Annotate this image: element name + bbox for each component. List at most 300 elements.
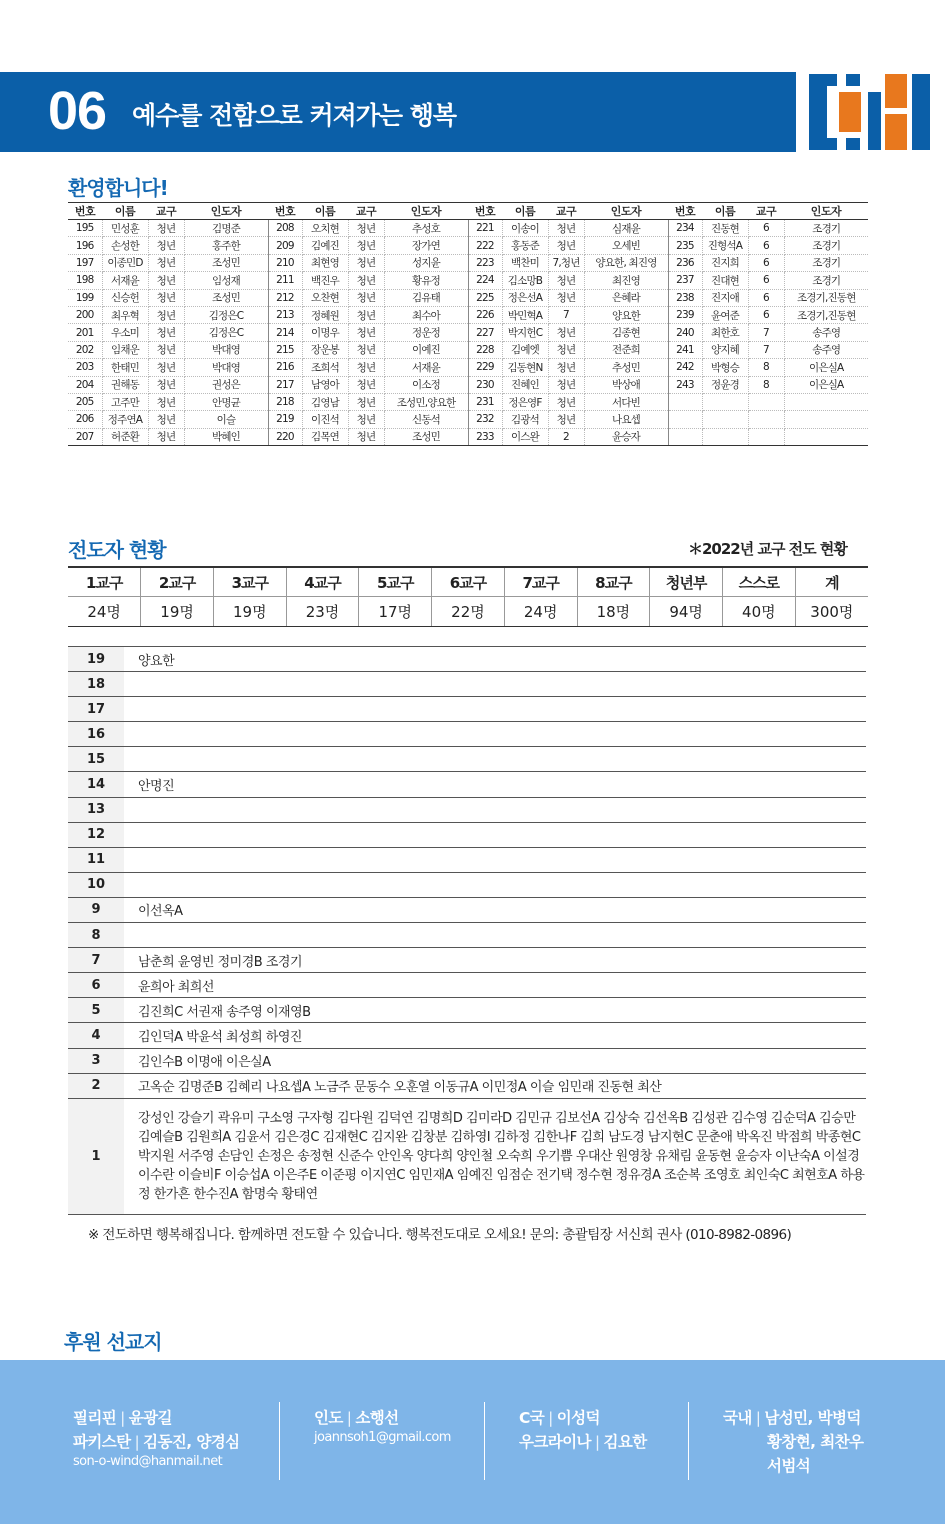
welcome-cell: 청년 xyxy=(148,428,184,445)
welcome-cell: 성지윤 xyxy=(384,254,468,271)
ranking-row xyxy=(68,747,866,772)
rank-number: 14 xyxy=(68,772,124,797)
welcome-cell: 240 xyxy=(668,324,702,341)
welcome-cell: 청년 xyxy=(148,376,184,393)
mission-col-1: 필리핀 | 윤광길 파키스탄 | 김동진, 양경심 son-o-wind@hanmail.net xyxy=(73,1409,240,1469)
welcome-cell: 조경기,진동현 xyxy=(784,289,868,306)
welcome-cell: 우소미 xyxy=(102,324,148,341)
ranking-row xyxy=(68,973,866,998)
district-count: 18명 xyxy=(577,597,650,627)
rank-names: 김인덕A 박윤석 최성희 하영진 xyxy=(124,1023,866,1048)
welcome-cell: 김예진 xyxy=(302,237,348,254)
welcome-cell: 이종민D xyxy=(102,254,148,271)
welcome-cell: 김정은C xyxy=(184,306,268,323)
welcome-cell: 김영남 xyxy=(302,393,348,410)
welcome-cell: 청년 xyxy=(148,341,184,358)
welcome-cell: 청년 xyxy=(148,324,184,341)
welcome-cell: 조경기 xyxy=(784,220,868,237)
country: 필리핀 xyxy=(73,1409,117,1427)
welcome-cell: 228 xyxy=(468,341,502,358)
ranking-row xyxy=(68,672,866,697)
welcome-cell: 정혜원 xyxy=(302,306,348,323)
welcome-cell: 청년 xyxy=(148,289,184,306)
rank-names: 김인수B 이명애 이은실A xyxy=(124,1048,866,1073)
rank-names: 양요한 xyxy=(124,647,866,672)
welcome-cell: 황유정 xyxy=(384,272,468,289)
rank-names: 강성인 강슬기 곽유미 구소영 구자형 김다원 김덕연 김명희D 김미라D 김민규 김보선A 김상숙 김선옥B 김성관 김수영 김순덕A 김승만 김예슬B 김원희A 김윤서 김은경C 김재현C 김지완 김창분 김하영I 김하정 김한나F 김희 남도경 남지현C 문춘애 박옥진 박점희 박종현C 박지원 서주영 손담인 손정은 송정현 신준수 안인옥 양다희 양인철 오숙희 우기쁨 우대산 원영창 유채림 윤동현 윤승자 이난숙A 이설경 이수란 이슬비F 이승섭A 이은주E 이준평 이지연C 임민재A 임예진 임점순 전기택 정수현 정유경A 조순복 조영호 최인숙C 최현호A 하용정 한가흔 한수진A 함명숙 황태연 xyxy=(124,1098,866,1214)
welcome-cell: 진동현 xyxy=(702,220,748,237)
district-count: 17명 xyxy=(359,597,432,627)
welcome-cell: 추성호 xyxy=(384,220,468,237)
welcome-cell: 청년 xyxy=(348,376,384,393)
rank-number: 2 xyxy=(68,1073,124,1098)
welcome-cell: 229 xyxy=(468,359,502,376)
rank-number: 7 xyxy=(68,948,124,973)
district-header: 스스로 xyxy=(722,567,795,597)
rank-number: 15 xyxy=(68,747,124,772)
evangelist-ranking-table xyxy=(68,646,866,1215)
welcome-cell: 나요셉 xyxy=(584,411,668,428)
church-logo xyxy=(796,72,945,152)
welcome-cell: 202 xyxy=(68,341,102,358)
welcome-cell: 7 xyxy=(748,341,784,358)
welcome-cell: 진형석A xyxy=(702,237,748,254)
welcome-cell: 220 xyxy=(268,428,302,445)
welcome-cell: 오세빈 xyxy=(584,237,668,254)
rank-names xyxy=(124,923,866,948)
welcome-cell: 박상애 xyxy=(584,376,668,393)
rank-number: 19 xyxy=(68,647,124,672)
welcome-cell: 허준환 xyxy=(102,428,148,445)
welcome-cell: 청년 xyxy=(548,341,584,358)
table-row xyxy=(68,254,868,271)
welcome-cell: 222 xyxy=(468,237,502,254)
welcome-cell: 조경기 xyxy=(784,254,868,271)
welcome-cell: 권성은 xyxy=(184,376,268,393)
welcome-cell: 청년 xyxy=(148,393,184,410)
welcome-cell: 이명우 xyxy=(302,324,348,341)
rank-number: 8 xyxy=(68,923,124,948)
welcome-cell: 195 xyxy=(68,220,102,237)
welcome-cell: 200 xyxy=(68,306,102,323)
ranking-row xyxy=(68,697,866,722)
ranking-row xyxy=(68,1048,866,1073)
missions-panel xyxy=(0,1360,945,1524)
welcome-header-cell: 교구 xyxy=(148,203,184,220)
welcome-header-cell: 이름 xyxy=(102,203,148,220)
welcome-cell: 청년 xyxy=(148,254,184,271)
welcome-cell: 청년 xyxy=(148,411,184,428)
welcome-cell: 조희석 xyxy=(302,359,348,376)
rank-number: 12 xyxy=(68,822,124,847)
table-row xyxy=(68,428,868,445)
welcome-cell: 청년 xyxy=(348,220,384,237)
welcome-header-cell: 교구 xyxy=(548,203,584,220)
welcome-cell: 최한호 xyxy=(702,324,748,341)
table-row xyxy=(68,306,868,323)
welcome-header-cell: 교구 xyxy=(748,203,784,220)
welcome-cell: 청년 xyxy=(548,359,584,376)
rank-number: 3 xyxy=(68,1048,124,1073)
welcome-cell: 김동현N xyxy=(502,359,548,376)
welcome-cell: 청년 xyxy=(348,393,384,410)
welcome-cell: 209 xyxy=(268,237,302,254)
welcome-cell: 진지희 xyxy=(702,254,748,271)
welcome-cell: 211 xyxy=(268,272,302,289)
country: 파키스탄 xyxy=(73,1433,131,1451)
email: son-o-wind@hanmail.net xyxy=(73,1454,223,1469)
district-count: 40명 xyxy=(722,597,795,627)
ranking-row xyxy=(68,822,866,847)
rank-number: 5 xyxy=(68,998,124,1023)
ranking-row xyxy=(68,998,866,1023)
rank-names xyxy=(124,847,866,872)
welcome-cell: 230 xyxy=(468,376,502,393)
welcome-cell: 청년 xyxy=(548,272,584,289)
welcome-cell: 219 xyxy=(268,411,302,428)
welcome-cell: 청년 xyxy=(348,341,384,358)
rank-names xyxy=(124,822,866,847)
district-count: 23명 xyxy=(286,597,359,627)
missionary: 김요한 xyxy=(603,1433,647,1451)
missionary: 남성민, 박병덕 xyxy=(764,1409,861,1427)
welcome-cell: 205 xyxy=(68,393,102,410)
welcome-cell: 이소정 xyxy=(384,376,468,393)
footnote: ※ 전도하면 행복해집니다. 함께하면 전도할 수 있습니다. 행복전도대로 오세요! 문의: 총괄팀장 서신희 권사 (010-8982-0896) xyxy=(88,1227,792,1243)
district-count: 24명 xyxy=(68,597,141,627)
ranking-row xyxy=(68,722,866,747)
rank-names xyxy=(124,872,866,897)
rank-number: 1 xyxy=(68,1098,124,1214)
rank-number: 13 xyxy=(68,797,124,822)
welcome-cell: 임성재 xyxy=(184,272,268,289)
missionary: 소행선 xyxy=(355,1409,399,1427)
welcome-cell: 윤승자 xyxy=(584,428,668,445)
welcome-cell: 조경기,진동현 xyxy=(784,306,868,323)
welcome-cell: 백찬미 xyxy=(502,254,548,271)
welcome-cell: 최수아 xyxy=(384,306,468,323)
country: 우크라이나 xyxy=(519,1433,591,1451)
welcome-cell: 241 xyxy=(668,341,702,358)
welcome-cell: 210 xyxy=(268,254,302,271)
table-row xyxy=(68,324,868,341)
rank-number: 17 xyxy=(68,697,124,722)
ranking-row xyxy=(68,872,866,897)
district-header: 6교구 xyxy=(432,567,505,597)
ranking-row xyxy=(68,897,866,922)
welcome-cell: 청년 xyxy=(348,272,384,289)
rank-number: 11 xyxy=(68,847,124,872)
missionary: 김동진, 양경심 xyxy=(143,1433,240,1451)
welcome-cell: 이은실A xyxy=(784,359,868,376)
welcome-cell: 백진우 xyxy=(302,272,348,289)
welcome-cell xyxy=(748,393,784,410)
welcome-cell: 청년 xyxy=(348,428,384,445)
welcome-cell: 204 xyxy=(68,376,102,393)
welcome-cell: 206 xyxy=(68,411,102,428)
table-row xyxy=(68,341,868,358)
welcome-cell: 조경기 xyxy=(784,237,868,254)
rank-names: 고옥순 김명준B 김혜리 나요셉A 노금주 문동수 오훈열 이동규A 이민정A 이슬 임민래 진동현 최산 xyxy=(124,1073,866,1098)
missionary: 서범석 xyxy=(767,1457,811,1475)
welcome-cell: 221 xyxy=(468,220,502,237)
district-count: 24명 xyxy=(504,597,577,627)
welcome-cell: 이예진 xyxy=(384,341,468,358)
welcome-cell: 청년 xyxy=(348,411,384,428)
welcome-cell: 215 xyxy=(268,341,302,358)
welcome-cell: 6 xyxy=(748,220,784,237)
welcome-header-cell: 이름 xyxy=(302,203,348,220)
missionary: 윤광길 xyxy=(128,1409,172,1427)
rank-names: 윤희아 최희선 xyxy=(124,973,866,998)
ranking-row xyxy=(68,1023,866,1048)
welcome-cell: 224 xyxy=(468,272,502,289)
welcome-cell: 이진석 xyxy=(302,411,348,428)
welcome-cell: 청년 xyxy=(148,237,184,254)
mission-col-4: 국내 | 남성민, 박병덕 황창현, 최찬우 서범석 xyxy=(723,1406,863,1478)
district-header: 4교구 xyxy=(286,567,359,597)
welcome-cell: 오치현 xyxy=(302,220,348,237)
welcome-cell: 청년 xyxy=(148,306,184,323)
welcome-cell: 임채운 xyxy=(102,341,148,358)
welcome-cell: 박형승 xyxy=(702,359,748,376)
welcome-cell: 박지헌C xyxy=(502,324,548,341)
welcome-cell: 214 xyxy=(268,324,302,341)
welcome-header-cell: 인도자 xyxy=(584,203,668,220)
district-count: 94명 xyxy=(650,597,723,627)
rank-number: 18 xyxy=(68,672,124,697)
welcome-cell: 최우혁 xyxy=(102,306,148,323)
welcome-cell: 235 xyxy=(668,237,702,254)
welcome-title: 환영합니다! xyxy=(68,176,168,200)
district-count: 19명 xyxy=(141,597,214,627)
welcome-cell: 223 xyxy=(468,254,502,271)
welcome-cell: 정은선A xyxy=(502,289,548,306)
welcome-cell: 7 xyxy=(748,324,784,341)
welcome-cell: 조성민,양요한 xyxy=(384,393,468,410)
welcome-cell: 청년 xyxy=(548,411,584,428)
year-note: ＊2022년 교구 전도 현황 xyxy=(688,540,847,558)
welcome-cell: 박혜인 xyxy=(184,428,268,445)
district-header: 청년부 xyxy=(650,567,723,597)
welcome-cell: 233 xyxy=(468,428,502,445)
welcome-cell: 청년 xyxy=(548,393,584,410)
welcome-header-cell: 교구 xyxy=(348,203,384,220)
welcome-header-cell: 인도자 xyxy=(784,203,868,220)
welcome-header-cell: 번호 xyxy=(68,203,102,220)
missionary: 이성덕 xyxy=(556,1409,600,1427)
welcome-cell: 7,청년 xyxy=(548,254,584,271)
welcome-cell: 청년 xyxy=(348,324,384,341)
district-count: 300명 xyxy=(795,597,868,627)
welcome-cell: 최진영 xyxy=(584,272,668,289)
welcome-cell: 청년 xyxy=(348,237,384,254)
rank-number: 10 xyxy=(68,872,124,897)
ranking-row xyxy=(68,948,866,973)
welcome-cell: 6 xyxy=(748,254,784,271)
welcome-header-cell: 인도자 xyxy=(384,203,468,220)
welcome-cell: 김유태 xyxy=(384,289,468,306)
welcome-cell xyxy=(702,411,748,428)
welcome-cell: 208 xyxy=(268,220,302,237)
welcome-cell xyxy=(784,393,868,410)
page-title: 예수를 전함으로 커져가는 행복 xyxy=(132,101,457,130)
table-row xyxy=(68,376,868,393)
welcome-cell xyxy=(748,428,784,445)
table-row xyxy=(68,289,868,306)
evangelists-title: 전도자 현황 xyxy=(68,538,166,562)
welcome-cell xyxy=(668,411,702,428)
welcome-cell: 청년 xyxy=(148,272,184,289)
welcome-cell: 청년 xyxy=(148,359,184,376)
welcome-cell: 231 xyxy=(468,393,502,410)
welcome-cell: 2 xyxy=(548,428,584,445)
welcome-cell: 232 xyxy=(468,411,502,428)
welcome-cell: 진지애 xyxy=(702,289,748,306)
district-count: 19명 xyxy=(213,597,286,627)
welcome-cell xyxy=(702,393,748,410)
email: joannsoh1@gmail.com xyxy=(314,1430,451,1445)
divider xyxy=(688,1402,689,1480)
welcome-cell: 237 xyxy=(668,272,702,289)
welcome-cell: 남영아 xyxy=(302,376,348,393)
district-header: 3교구 xyxy=(213,567,286,597)
welcome-cell: 198 xyxy=(68,272,102,289)
table-row xyxy=(68,393,868,410)
welcome-cell: 6 xyxy=(748,289,784,306)
welcome-cell: 236 xyxy=(668,254,702,271)
welcome-cell: 서재윤 xyxy=(102,272,148,289)
welcome-cell: 최현영 xyxy=(302,254,348,271)
welcome-cell xyxy=(702,428,748,445)
welcome-cell: 윤여준 xyxy=(702,306,748,323)
welcome-cell: 양요한 xyxy=(584,306,668,323)
welcome-cell: 이스완 xyxy=(502,428,548,445)
welcome-cell: 고주만 xyxy=(102,393,148,410)
table-row xyxy=(68,272,868,289)
welcome-cell: 한태민 xyxy=(102,359,148,376)
welcome-cell xyxy=(668,428,702,445)
welcome-cell: 196 xyxy=(68,237,102,254)
welcome-cell: 정윤경 xyxy=(702,376,748,393)
welcome-cell: 203 xyxy=(68,359,102,376)
welcome-cell: 홍동준 xyxy=(502,237,548,254)
district-header: 8교구 xyxy=(577,567,650,597)
welcome-cell: 197 xyxy=(68,254,102,271)
welcome-cell: 청년 xyxy=(348,306,384,323)
welcome-cell: 청년 xyxy=(148,220,184,237)
welcome-cell: 김명준 xyxy=(184,220,268,237)
rank-names: 이선옥A xyxy=(124,897,866,922)
rank-names xyxy=(124,747,866,772)
district-header: 5교구 xyxy=(359,567,432,597)
rank-number: 16 xyxy=(68,722,124,747)
welcome-cell: 217 xyxy=(268,376,302,393)
welcome-cell: 권해동 xyxy=(102,376,148,393)
welcome-cell: 심재윤 xyxy=(584,220,668,237)
welcome-cell: 청년 xyxy=(348,359,384,376)
welcome-cell: 서재윤 xyxy=(384,359,468,376)
rank-names: 남춘희 윤영빈 정미경B 조경기 xyxy=(124,948,866,973)
rank-names xyxy=(124,722,866,747)
welcome-cell: 신승헌 xyxy=(102,289,148,306)
welcome-cell: 207 xyxy=(68,428,102,445)
ranking-row xyxy=(68,847,866,872)
welcome-cell: 청년 xyxy=(548,237,584,254)
welcome-cell: 조성민 xyxy=(184,254,268,271)
welcome-cell: 213 xyxy=(268,306,302,323)
welcome-cell: 정운정 xyxy=(384,324,468,341)
welcome-cell: 청년 xyxy=(548,376,584,393)
welcome-cell: 김정은C xyxy=(184,324,268,341)
table-row xyxy=(68,359,868,376)
welcome-cell: 6 xyxy=(748,306,784,323)
welcome-cell: 청년 xyxy=(548,324,584,341)
rank-names: 김진희C 서권재 송주영 이재영B xyxy=(124,998,866,1023)
welcome-cell: 225 xyxy=(468,289,502,306)
welcome-cell: 장가연 xyxy=(384,237,468,254)
ranking-row xyxy=(68,772,866,797)
welcome-cell: 박민혁A xyxy=(502,306,548,323)
welcome-cell: 238 xyxy=(668,289,702,306)
page-number: 06 xyxy=(48,81,107,141)
district-header: 7교구 xyxy=(504,567,577,597)
welcome-cell: 243 xyxy=(668,376,702,393)
district-header: 계 xyxy=(795,567,868,597)
welcome-cell: 청년 xyxy=(348,254,384,271)
rank-number: 6 xyxy=(68,973,124,998)
table-row xyxy=(68,411,868,428)
district-count: 22명 xyxy=(432,597,505,627)
rank-number: 4 xyxy=(68,1023,124,1048)
country: 국내 xyxy=(723,1409,752,1427)
missionary: 황창현, 최찬우 xyxy=(767,1433,864,1451)
welcome-cell: 조경기 xyxy=(784,272,868,289)
welcome-cell: 손성한 xyxy=(102,237,148,254)
welcome-cell: 송주영 xyxy=(784,324,868,341)
welcome-cell: 239 xyxy=(668,306,702,323)
ranking-row xyxy=(68,1073,866,1098)
welcome-cell: 242 xyxy=(668,359,702,376)
welcome-cell: 226 xyxy=(468,306,502,323)
rank-names xyxy=(124,697,866,722)
welcome-cell: 청년 xyxy=(348,289,384,306)
district-header: 2교구 xyxy=(141,567,214,597)
ranking-row xyxy=(68,797,866,822)
page-header xyxy=(0,72,945,152)
welcome-header-cell: 인도자 xyxy=(184,203,268,220)
welcome-cell: 정주연A xyxy=(102,411,148,428)
welcome-table xyxy=(68,202,868,446)
rank-names: 안명진 xyxy=(124,772,866,797)
welcome-cell: 서다빈 xyxy=(584,393,668,410)
welcome-cell xyxy=(748,411,784,428)
welcome-cell: 민성훈 xyxy=(102,220,148,237)
welcome-cell: 김종현 xyxy=(584,324,668,341)
welcome-cell: 조성민 xyxy=(184,289,268,306)
welcome-cell: 안명균 xyxy=(184,393,268,410)
table-row xyxy=(68,220,868,237)
welcome-cell: 김소망B xyxy=(502,272,548,289)
divider xyxy=(484,1402,485,1480)
ranking-row xyxy=(68,1098,866,1214)
missions-title: 후원 선교지 xyxy=(64,1330,162,1354)
welcome-cell: 양지혜 xyxy=(702,341,748,358)
district-header: 1교구 xyxy=(68,567,141,597)
welcome-cell: 조성민 xyxy=(384,428,468,445)
welcome-cell: 전준희 xyxy=(584,341,668,358)
welcome-cell: 216 xyxy=(268,359,302,376)
